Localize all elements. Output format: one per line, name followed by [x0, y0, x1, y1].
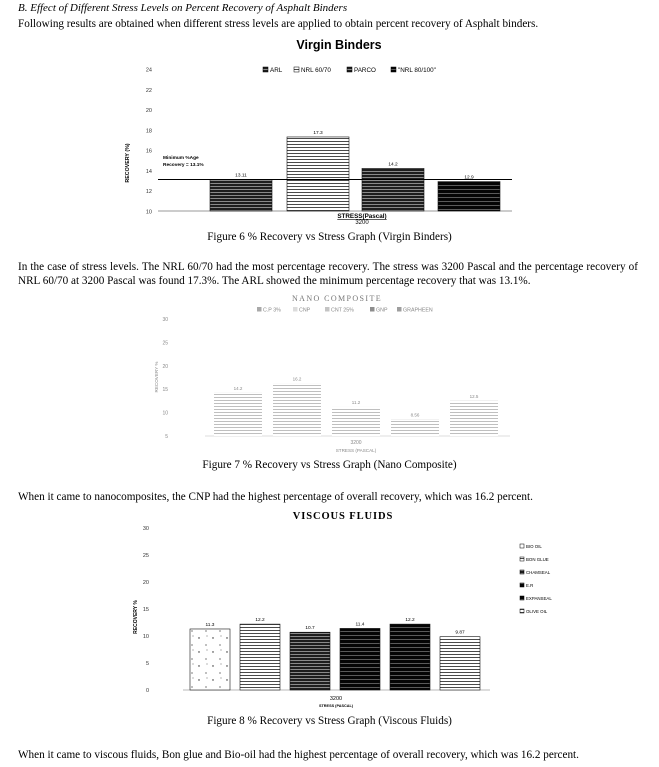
- bar-stripes: [214, 393, 262, 436]
- legend-swatch: [263, 67, 268, 72]
- paragraph-nano: When it came to nanocomposites, the CNP had the highest percentage of overall recovery, which was 16.2 percent.: [18, 491, 533, 503]
- intro-text: Following results are obtained when different stress levels are applied to obtain percent recovery of Asphalt binders.: [18, 18, 539, 30]
- figure-8-caption: Figure 8 % Recovery vs Stress Graph (Viscous Fluids): [207, 715, 452, 727]
- chart-title: NANO COMPOSITE: [291, 294, 383, 303]
- y-tick-label: 0: [145, 688, 149, 694]
- y-tick-label: 20: [145, 108, 152, 115]
- y-tick-label: 12: [145, 189, 152, 196]
- chart-virgin-binders: [0, 34, 659, 262]
- y-axis-label: RECOVERY (%): [125, 143, 131, 183]
- legend-swatch: [520, 570, 524, 574]
- chart-nano-composite: [0, 293, 659, 458]
- y-tick-label: 5: [145, 661, 149, 667]
- bar: [390, 624, 430, 690]
- legend-swatch: [325, 307, 330, 312]
- y-tick-label: 5: [165, 434, 168, 440]
- bar: [340, 628, 380, 690]
- y-tick-label: 15: [142, 607, 149, 613]
- data-label: 9.87: [455, 630, 465, 636]
- legend-swatch: [293, 307, 298, 312]
- legend-swatch: [520, 583, 524, 587]
- legend-swatch: [397, 307, 402, 312]
- x-axis-label: STRESS (PASCAL): [318, 704, 354, 708]
- data-label: 12.5: [469, 393, 479, 399]
- legend-label: CNP: [299, 307, 311, 314]
- legend-label: ARL: [270, 67, 283, 74]
- legend-swatch: [370, 307, 375, 312]
- bar-stripes: [273, 384, 321, 436]
- legend-swatch: [520, 609, 524, 613]
- section-heading: B. Effect of Different Stress Levels on Percent Recovery of Asphalt Binders: [18, 2, 348, 14]
- chart-title: VISCOUS FLUIDS: [292, 511, 394, 522]
- x-axis-label: STRESS (PASCAL): [335, 448, 377, 453]
- chart-viscous-fluids: [0, 508, 659, 715]
- chart-title: Virgin Binders: [296, 38, 382, 52]
- bar-stripes: [391, 419, 439, 436]
- y-tick-label: 10: [162, 410, 168, 417]
- bar: [290, 632, 330, 690]
- data-label: 12.9: [464, 175, 474, 181]
- data-label: 11.3: [205, 622, 215, 628]
- legend-label: BIO OIL: [526, 544, 542, 549]
- figure-7-caption: Figure 7 % Recovery vs Stress Graph (Nano Composite): [202, 459, 457, 471]
- bar: [287, 137, 349, 211]
- y-tick-label: 14: [145, 168, 152, 175]
- bar: [438, 182, 500, 211]
- legend-swatch: [257, 307, 262, 312]
- y-tick-label: 20: [162, 363, 168, 370]
- legend-label: BON GLUE: [526, 557, 549, 562]
- legend-swatch: [391, 67, 396, 72]
- legend-label: PARCO: [354, 67, 376, 74]
- y-axis-label: RECOVERY %: [133, 600, 139, 634]
- bar: [210, 179, 272, 211]
- x-tick-label: 3200: [329, 696, 343, 702]
- y-tick-label: 30: [142, 526, 149, 532]
- bar: [240, 624, 280, 690]
- legend-swatch: [520, 596, 524, 600]
- legend-swatch: [520, 544, 524, 548]
- x-tick-label: 3200: [350, 440, 362, 446]
- data-label: 16.2: [292, 376, 302, 382]
- legend-label: "NRL 80/100": [398, 67, 436, 74]
- legend-label: CNT 25%: [331, 307, 354, 314]
- y-tick-label: 25: [162, 340, 168, 347]
- data-label: 8.56: [410, 412, 420, 418]
- legend-swatch: [294, 67, 299, 72]
- x-tick-label: 3200: [355, 220, 369, 226]
- bar-stripes: [332, 407, 380, 436]
- data-label: 13.11: [235, 173, 247, 179]
- y-tick-label: 10: [142, 634, 149, 640]
- legend-label: EXPANSEAL: [526, 596, 552, 601]
- y-tick-label: 18: [145, 128, 152, 135]
- bar: [190, 629, 230, 690]
- y-tick-label: 24: [145, 67, 152, 74]
- data-label: 12.2: [405, 618, 415, 624]
- legend-swatch: [520, 557, 524, 561]
- y-axis-label: RECOVERY %: [154, 361, 159, 393]
- y-tick-label: 30: [162, 317, 168, 323]
- legend-label: NRL 60/70: [301, 67, 331, 74]
- paragraph-virgin: In the case of stress levels. The NRL 60/70 had the most percentage recovery. The stress was 3200 Pascal and the percentage recovery of NRL 60/70 at 3200 Pascal was found 17.3%. The ARL showed the minimum percentage recovery that was 13.1%.: [18, 261, 638, 287]
- x-axis-label: STRESS(Pascal): [337, 213, 387, 220]
- y-tick-label: 16: [145, 148, 152, 155]
- legend-label: GNP: [376, 307, 388, 314]
- y-tick-label: 22: [145, 87, 152, 94]
- data-label: 12.2: [255, 618, 265, 624]
- legend-label: E.R: [526, 583, 534, 588]
- paragraph-viscous: When it came to viscous fluids, Bon glue and Bio-oil had the highest percentage of overall recovery, which was 16.2 percent.: [18, 749, 579, 761]
- y-tick-label: 25: [142, 553, 149, 559]
- reference-line-label: Recovery = 13.1%: [163, 163, 204, 168]
- bar: [440, 637, 480, 690]
- legend-label: OLIVE OIL: [526, 609, 548, 614]
- data-label: 11.2: [351, 399, 361, 405]
- bar: [362, 168, 424, 211]
- y-tick-label: 20: [142, 580, 149, 586]
- legend-label: GRAPHEEN: [403, 307, 433, 314]
- data-label: 17.3: [313, 130, 323, 136]
- data-label: 14.2: [233, 385, 243, 391]
- legend-label: C.P 3%: [263, 307, 281, 314]
- legend-label: CHAMSEAL: [526, 570, 551, 575]
- reference-line-label: Minimum %Age: [163, 156, 199, 161]
- figure-6-caption: Figure 6 % Recovery vs Stress Graph (Virgin Binders): [207, 231, 452, 243]
- y-tick-label: 15: [162, 387, 168, 394]
- data-label: 11.4: [355, 622, 365, 628]
- bar-stripes: [450, 401, 498, 436]
- data-label: 10.7: [305, 626, 315, 632]
- y-tick-label: 10: [145, 209, 152, 216]
- data-label: 14.2: [388, 162, 398, 168]
- legend-swatch: [347, 67, 352, 72]
